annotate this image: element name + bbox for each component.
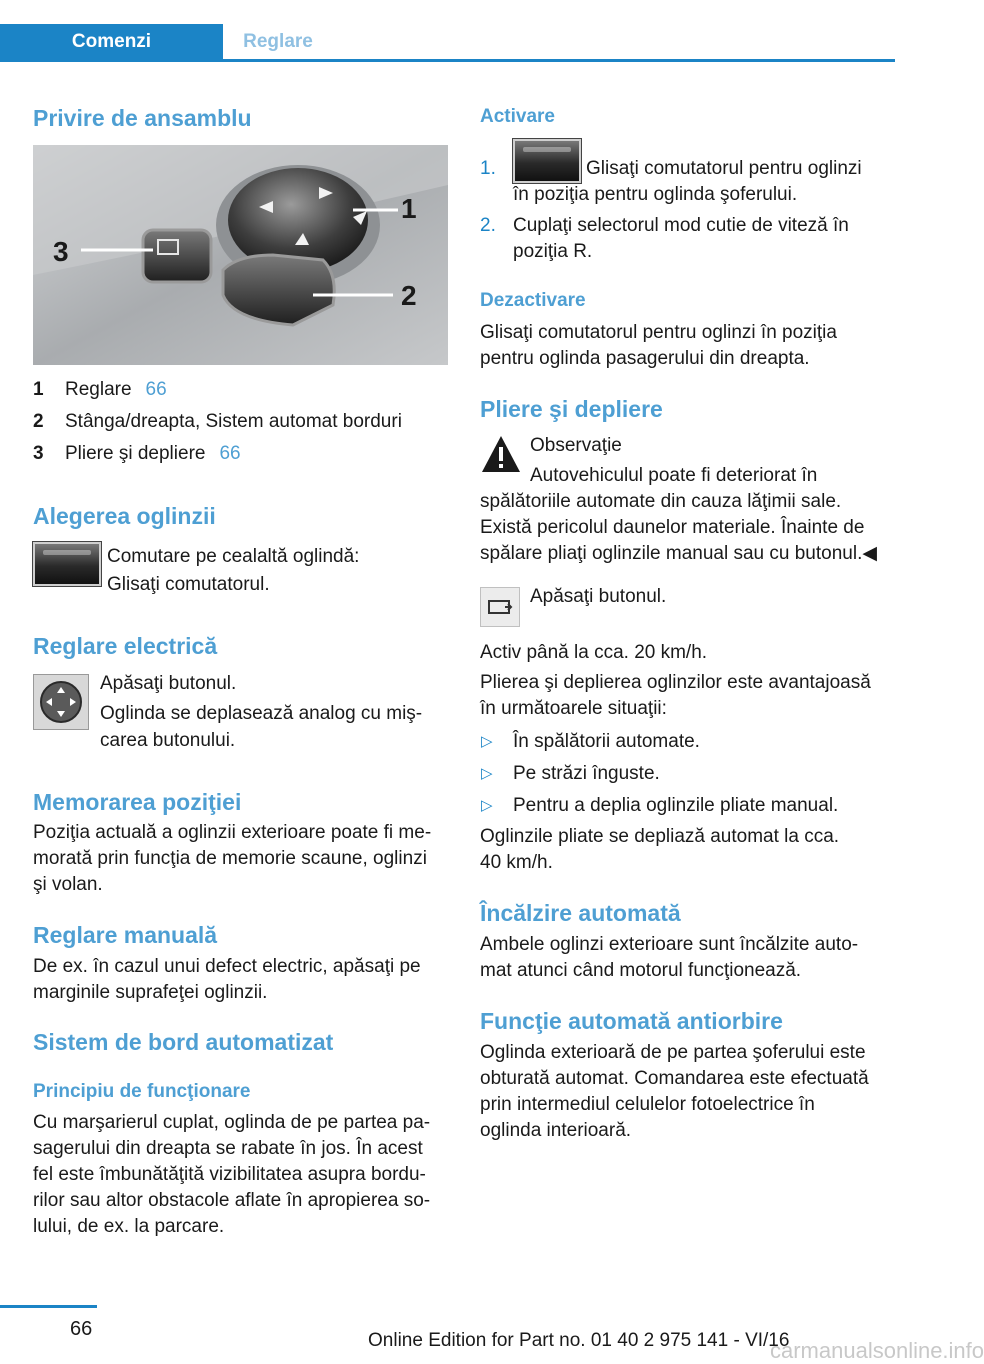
overview-heading: Privire de ansamblu: [33, 105, 252, 131]
step2-text-a: Cuplaţi selectorul mod cutie de viteză în: [513, 215, 849, 236]
footer-divider: [0, 1305, 97, 1308]
select-mirror-heading: Alegerea oglinzii: [33, 503, 216, 529]
triangle-bullet-icon: ▷: [481, 765, 493, 782]
dimming-line: obturată automat. Comandarea este efectuată: [480, 1068, 869, 1089]
step-number: 1.: [480, 158, 496, 179]
joystick-icon: [33, 674, 89, 730]
legend-item: Stânga/dreapta, Sistem automat borduri: [65, 411, 402, 432]
principle-heading: Principiu de funcţionare: [33, 1081, 251, 1102]
callout-1: 1: [401, 193, 417, 224]
electric-text-1: Apăsaţi butonul.: [100, 673, 237, 694]
legend-num: 1: [33, 379, 44, 400]
step-number: 2.: [480, 215, 496, 236]
memory-heading: Memorarea poziţiei: [33, 789, 242, 815]
step1-text-a: Glisaţi comutatorul pentru oglinzi: [586, 158, 862, 179]
deactivate-line: Glisaţi comutatorul pentru oglinzi în poziţia: [480, 322, 837, 343]
fold-auto-line: 40 km/h.: [480, 852, 553, 873]
select-text-1: Comutare pe cealaltă oglindă:: [107, 546, 360, 567]
warning-title: Observaţie: [530, 435, 622, 456]
list-item: Pentru a deplia oglinzile pliate manual.: [513, 795, 839, 816]
fold-heading: Pliere şi depliere: [480, 396, 663, 422]
warning-triangle-icon: [480, 434, 522, 474]
fold-mirror-icon: [480, 587, 520, 627]
triangle-bullet-icon: ▷: [481, 733, 493, 750]
warning-line: spălătoriile automate din cauza lăţimii sale.: [480, 491, 842, 512]
mirror-switch-icon: [33, 542, 101, 586]
principle-line: fel este îmbunătăţită vizibilitatea asupra bordu‐: [33, 1164, 426, 1185]
deactivate-heading: Dezactivare: [480, 290, 586, 311]
edition-text: Online Edition for Part no. 01 40 2 975 141 - VI/16: [368, 1330, 790, 1351]
activate-heading: Activare: [480, 106, 555, 127]
watermark: carmanualsonline.info: [770, 1338, 984, 1363]
triangle-bullet-icon: ▷: [481, 797, 493, 814]
tab-reglare[interactable]: Reglare: [243, 31, 313, 52]
heating-heading: Încălzire automată: [480, 900, 681, 926]
list-item: Pe străzi înguste.: [513, 763, 660, 784]
legend-num: 2: [33, 411, 44, 432]
memory-line: morată prin funcţia de memorie scaune, oglinzi: [33, 848, 427, 869]
tab-comenzi[interactable]: Comenzi: [0, 24, 223, 59]
mirror-control-photo: [33, 145, 448, 365]
dimming-line: prin intermediul celulelor fotoelectrice în: [480, 1094, 815, 1115]
principle-line: rilor sau altor obstacole aflate în apropierea so‐: [33, 1190, 431, 1211]
callout-3: 3: [53, 236, 69, 267]
fold-active-text: Activ până la cca. 20 km/h.: [480, 642, 708, 663]
select-text-2: Glisaţi comutatorul.: [107, 574, 270, 595]
deactivate-line: pentru oglinda pasagerului din dreapta.: [480, 348, 810, 369]
legend-item: Pliere şi depliere 66: [65, 443, 241, 464]
dimming-heading: Funcţie automată antiorbire: [480, 1008, 783, 1034]
page-ref-link[interactable]: 66: [219, 443, 241, 464]
principle-line: Cu marşarierul cuplat, oglinda de pe partea pa‐: [33, 1112, 431, 1133]
step2-text-b: poziţia R.: [513, 241, 593, 262]
mirror-control-illustration: [33, 145, 448, 365]
press-button-text: Apăsaţi butonul.: [530, 586, 667, 607]
legend-item: Reglare 66: [65, 379, 167, 400]
warning-line: spălare pliaţi oglinzile manual sau cu butonul.◀: [480, 543, 877, 564]
electric-adjust-heading: Reglare electrică: [33, 633, 218, 659]
manual-line: De ex. în cazul unui defect electric, apăsaţi pe: [33, 956, 421, 977]
mirror-switch-icon: [513, 139, 581, 183]
tab-bar: [0, 24, 895, 62]
fold-auto-line: Oglinzile pliate se depliază automat la cca.: [480, 826, 840, 847]
page-ref-link[interactable]: 66: [145, 379, 167, 400]
legend-num: 3: [33, 443, 44, 464]
manual-adjust-heading: Reglare manuală: [33, 922, 218, 948]
dimming-line: oglinda interioară.: [480, 1120, 632, 1141]
page-number: 66: [70, 1318, 93, 1340]
memory-line: Poziţia actuală a oglinzii exterioare poate fi me‐: [33, 822, 432, 843]
list-item: În spălătorii automate.: [513, 731, 700, 752]
dimming-line: Oglinda exterioară de pe partea şoferului este: [480, 1042, 866, 1063]
principle-line: sagerului din dreapta se rabate în jos. În acest: [33, 1138, 423, 1159]
heating-line: mat atunci când motorul funcţionează.: [480, 960, 802, 981]
fold-advantage-line: în următoarele situaţii:: [480, 698, 667, 719]
warning-text-first: Autovehiculul poate fi deteriorat în: [530, 465, 818, 486]
curb-system-heading: Sistem de bord automatizat: [33, 1029, 334, 1055]
heating-line: Ambele oglinzi exterioare sunt încălzite auto‐: [480, 934, 859, 955]
electric-text-2a: Oglinda se deplasează analog cu miş‐: [100, 703, 423, 724]
principle-line: lului, de ex. la parcare.: [33, 1216, 225, 1237]
electric-text-2b: carea butonului.: [100, 730, 236, 751]
callout-2: 2: [401, 280, 417, 311]
manual-line: marginile suprafeţei oglinzii.: [33, 982, 268, 1003]
memory-line: şi volan.: [33, 874, 103, 895]
warning-line: Există pericolul daunelor materiale. Înainte de: [480, 517, 865, 538]
step1-text-b: în poziţia pentru oglinda şoferului.: [513, 184, 798, 205]
fold-advantage-line: Plierea şi deplierea oglinzilor este avantajoasă: [480, 672, 871, 693]
